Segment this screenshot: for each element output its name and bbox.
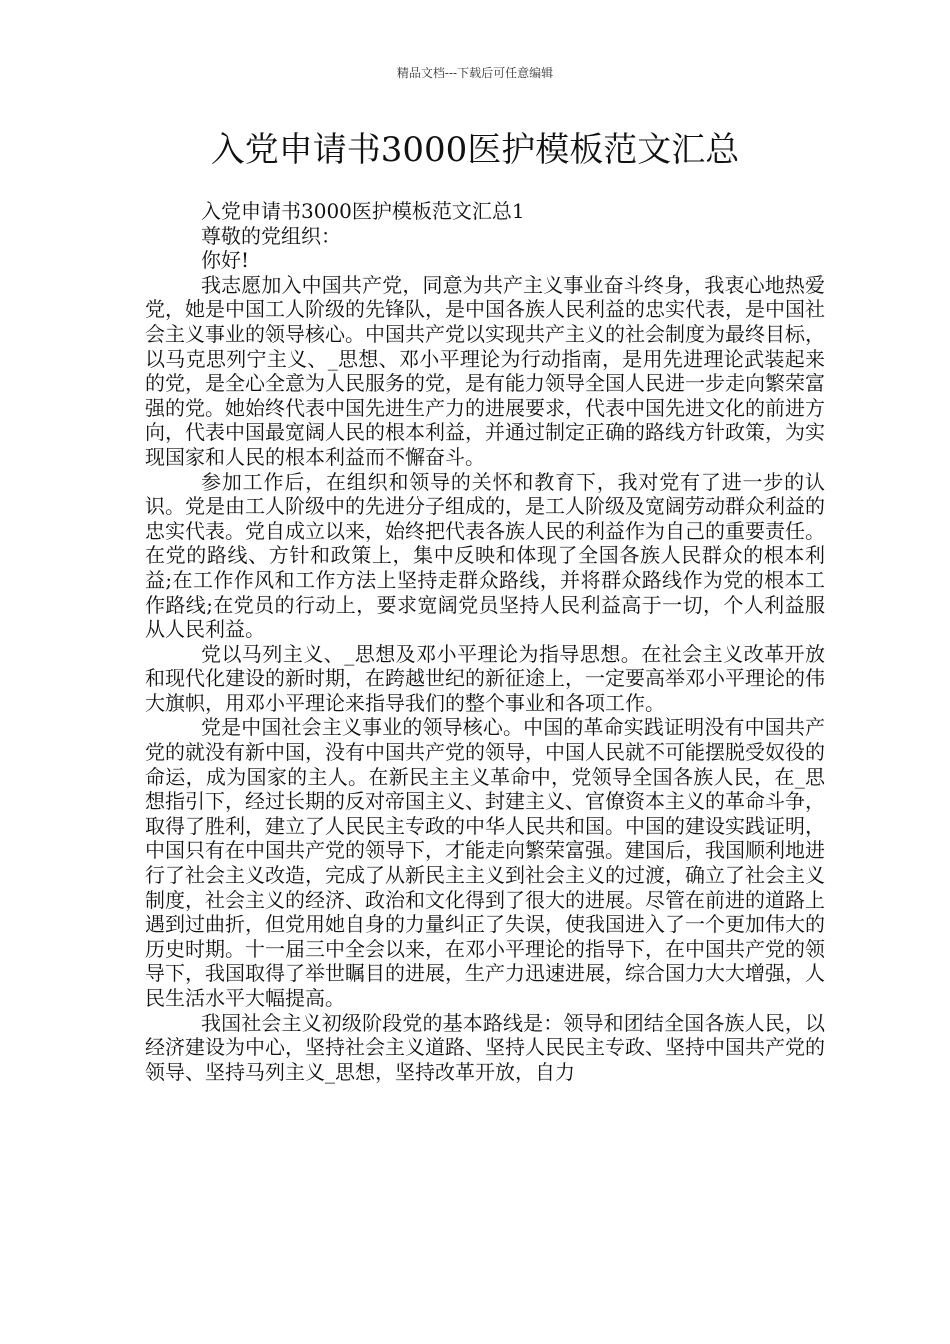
salutation-line: 尊敬的党组织： [201, 223, 341, 248]
paragraph: 我国社会主义初级阶段党的基本路线是：领导和团结全国各族人民，以经济建设为中心，坚持社会主义道路、坚持人民民主专政、坚持中国共产党的领导、坚持马列主义_思想，坚持改革开放，自力 [145, 1010, 825, 1084]
paragraph: 党以马列主义、_思想及邓小平理论为指导思想。在社会主义改革开放和现代化建设的新时期，在跨越世纪的新征途上，一定要高举邓小平理论的伟大旗帜，用邓小平理论来指导我们的整个事业和各项工作。 [145, 641, 825, 715]
greeting-line: 你好! [201, 248, 250, 273]
paragraph: 党是中国社会主义事业的领导核心。中国的革命实践证明没有中国共产党的就没有新中国，没有中国共产党的领导，中国人民就不可能摆脱受奴役的命运，成为国家的主人。在新民主主义革命中，党领导全国各族人民，在_思想指引下，经过长期的反对帝国主义、封建主义、官僚资本主义的革命斗争，取得了胜利，建立了人民民主专政的中华人民共和国。中国的建设实践证明，中国只有在中国共产党的领导下，才能走向繁荣富强。建国后，我国顺利地进行了社会主义改造，完成了从新民主主义到社会主义的过渡，确立了社会主义制度，社会主义的经济、政治和文化得到了很大的进展。尽管在前进的道路上遇到过曲折，但党用她自身的力量纠正了失误，使我国进入了一个更加伟大的历史时期。十一届三中全会以来，在邓小平理论的指导下，在中国共产党的领导下，我国取得了举世瞩目的进展，生产力迅速进展，综合国力大大增强，人民生活水平大幅提高。 [145, 715, 825, 1010]
document-title: 入党申请书3000医护模板范文汇总 [210, 130, 740, 170]
subtitle-line: 入党申请书3000医护模板范文汇总1 [201, 199, 525, 223]
header-note: 精品文档---下载后可任意编辑 [396, 66, 554, 80]
paragraph: 我志愿加入中国共产党，同意为共产主义事业奋斗终身，我衷心地热爱党，她是中国工人阶级的先锋队，是中国各族人民利益的忠实代表，是中国社会主义事业的领导核心。中国共产党以实现共产主义的社会制度为最终目标，以马克思列宁主义、_思想、邓小平理论为行动指南，是用先进理论武装起来的党，是全心全意为人民服务的党，是有能力领导全国人民进一步走向繁荣富强的党。她始终代表中国先进生产力的进展要求，代表中国先进文化的前进方向，代表中国最宽阔人民的根本利益，并通过制定正确的路线方针政策，为实现国家和人民的根本利益而不懈奋斗。 [145, 272, 825, 469]
document-body [145, 199, 825, 1084]
paragraph: 参加工作后，在组织和领导的关怀和教育下，我对党有了进一步的认识。党是由工人阶级中的先进分子组成的，是工人阶级及宽阔劳动群众利益的忠实代表。党自成立以来，始终把代表各族人民的利益作为自己的重要责任。在党的路线、方针和政策上，集中反映和体现了全国各族人民群众的根本利益;在工作作风和工作方法上坚持走群众路线，并将群众路线作为党的根本工作路线;在党员的行动上，要求宽阔党员坚持人民利益高于一切，个人利益服从人民利益。 [145, 469, 825, 642]
